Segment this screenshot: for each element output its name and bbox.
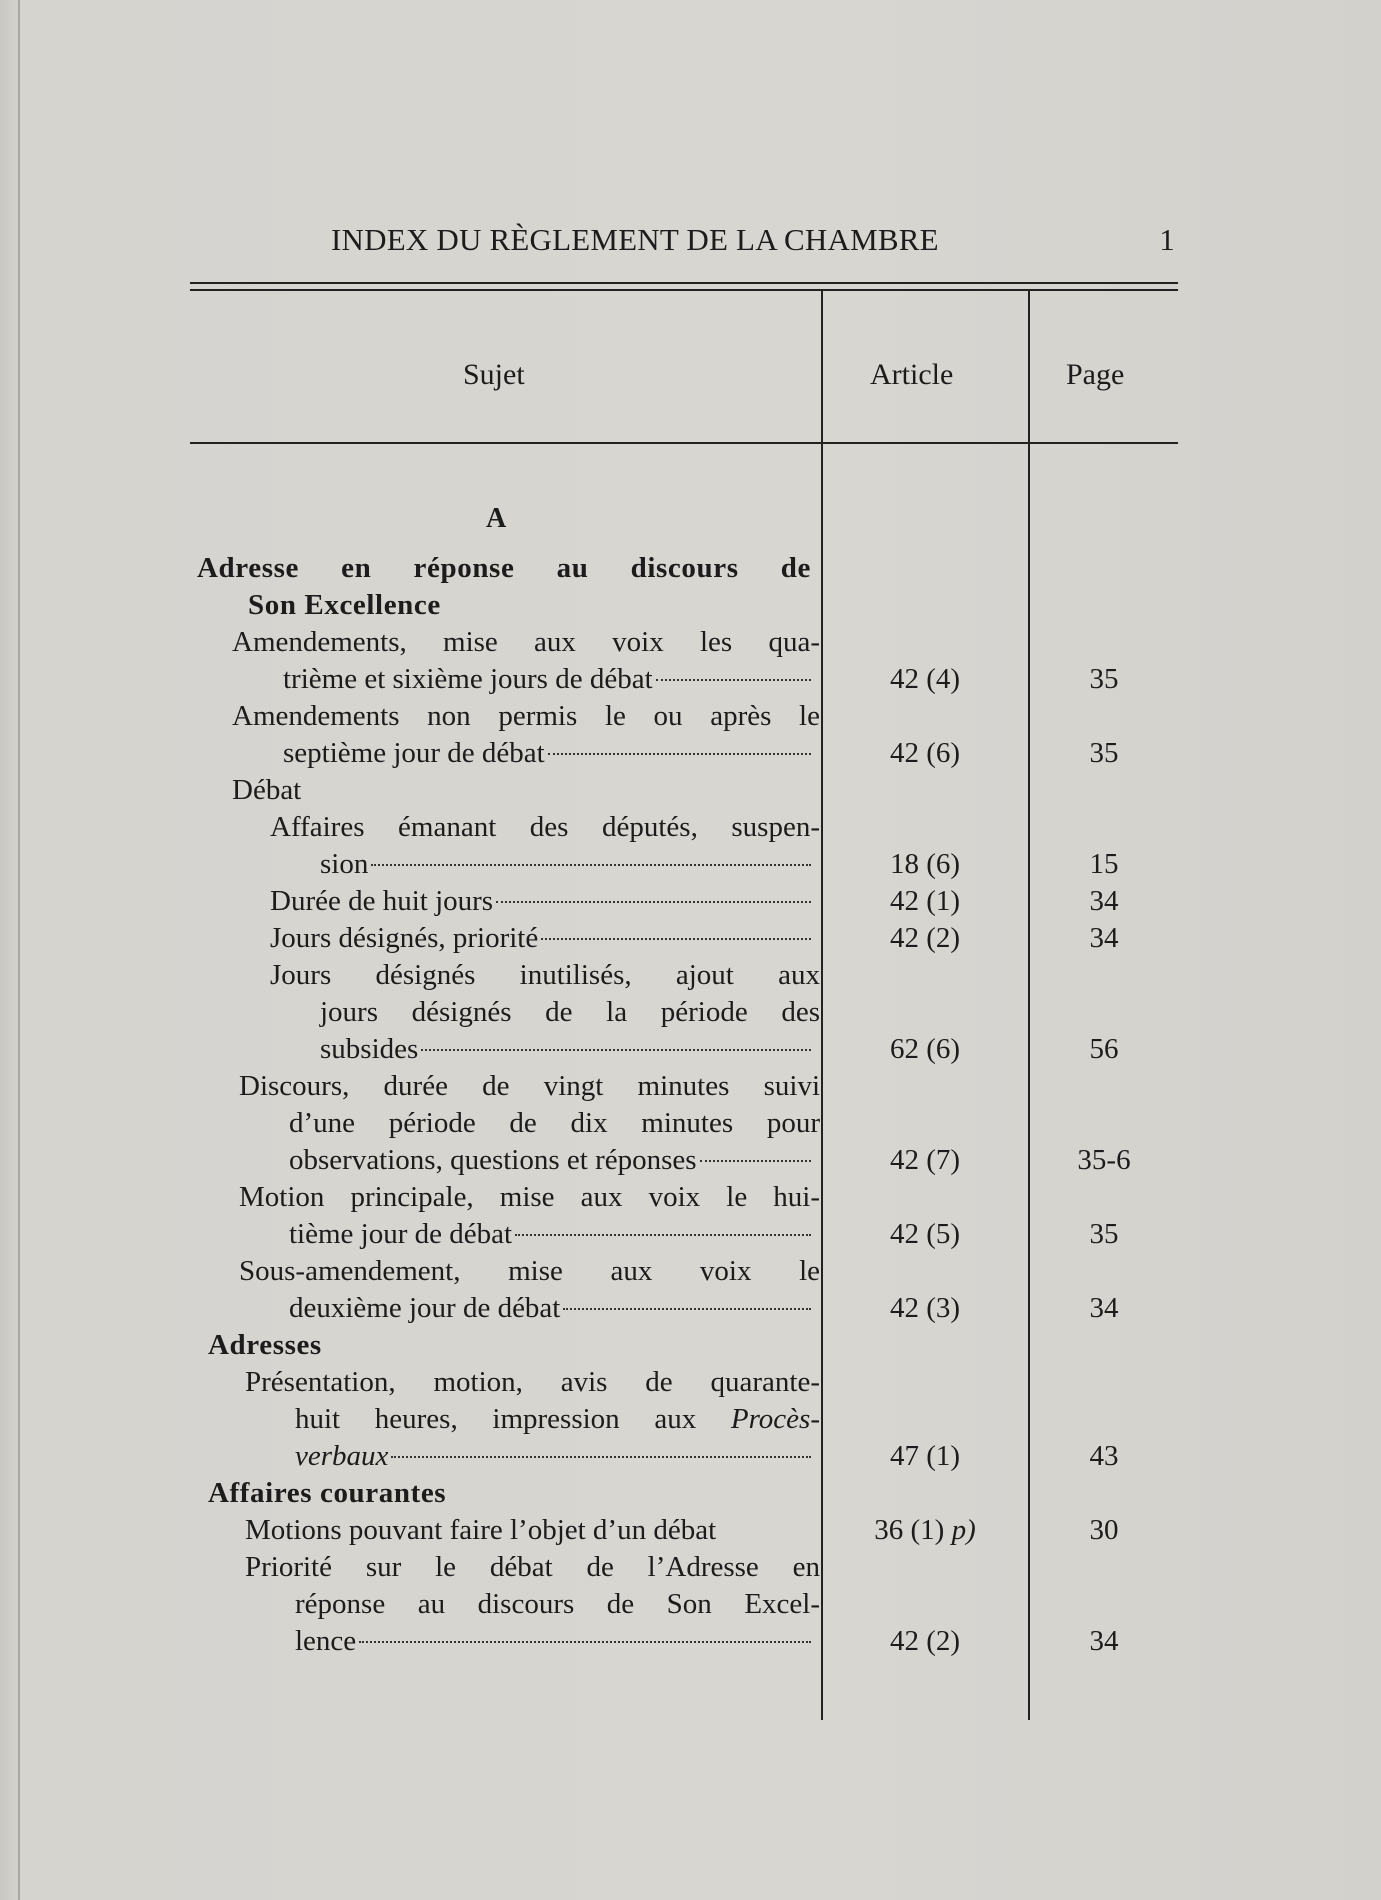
index-entry-cont: deuxième jour de débat 42 (3) 34 bbox=[0, 1290, 1381, 1327]
running-header bbox=[190, 222, 1178, 262]
index-entry-cont: septième jour de débat 42 (6) 35 bbox=[0, 735, 1381, 772]
index-entry: Priorité sur le débat de l’Adresse en bbox=[245, 1551, 820, 1583]
article-ref: 62 (6) bbox=[889, 1033, 961, 1065]
leader-dots bbox=[391, 1456, 811, 1458]
index-entry: Motion principale, mise aux voix le hui- bbox=[239, 1181, 820, 1213]
page-ref: 35-6 bbox=[1077, 1144, 1131, 1176]
page-ref: 15 bbox=[1089, 848, 1119, 880]
article-ref: 42 (7) bbox=[889, 1144, 961, 1176]
leader-dots bbox=[359, 1641, 811, 1643]
article-ref: 42 (2) bbox=[889, 1625, 961, 1657]
page-ref: 34 bbox=[1089, 1625, 1119, 1657]
index-entry-cont: jours désignés de la période des bbox=[320, 996, 820, 1028]
header-rule-top bbox=[190, 282, 1178, 284]
column-header-page: Page bbox=[1066, 358, 1125, 391]
leader-dots bbox=[548, 753, 811, 755]
index-entry: Sous-amendement, mise aux voix le bbox=[239, 1255, 820, 1287]
article-ref: 36 (1) p) bbox=[874, 1514, 976, 1546]
page-ref: 35 bbox=[1089, 1218, 1119, 1250]
column-header-article: Article bbox=[870, 358, 954, 391]
leader-dots bbox=[496, 901, 811, 903]
article-ref: 42 (3) bbox=[889, 1292, 961, 1324]
index-entry: Débat bbox=[232, 774, 302, 806]
article-ref: 42 (4) bbox=[889, 663, 961, 695]
page-ref: 56 bbox=[1089, 1033, 1119, 1065]
index-entry-cont: verbaux 47 (1) 43 bbox=[0, 1438, 1381, 1475]
index-entry-heading: Adresse en réponse au discours de bbox=[197, 552, 811, 584]
page-ref: 30 bbox=[1089, 1514, 1119, 1546]
header-page-number: 1 bbox=[1159, 222, 1175, 257]
index-entry-cont: trième et sixième jours de débat 42 (4) 35 bbox=[0, 661, 1381, 698]
page-ref: 34 bbox=[1089, 1292, 1119, 1324]
index-entry: Discours, durée de vingt minutes suivi bbox=[239, 1070, 820, 1102]
index-entry-heading: Adresses bbox=[208, 1329, 322, 1361]
index-entry-cont: réponse au discours de Son Excel- bbox=[295, 1588, 820, 1620]
index-entry-heading-cont: Son Excellence bbox=[248, 589, 441, 621]
leader-dots bbox=[656, 679, 811, 681]
index-entry-cont: huit heures, impression aux Procès- bbox=[295, 1403, 820, 1435]
leader-dots bbox=[371, 864, 811, 866]
article-ref: 42 (2) bbox=[889, 922, 961, 954]
index-entry: Motions pouvant faire l’objet d’un débat 36 (1) p) 30 bbox=[0, 1512, 1381, 1549]
index-entry-cont: observations, questions et réponses 42 (7) 35-6 bbox=[0, 1142, 1381, 1179]
index-entry-cont: sion 18 (6) 15 bbox=[0, 846, 1381, 883]
index-entry-cont: d’une période de dix minutes pour bbox=[289, 1107, 820, 1139]
index-entry: Jours désignés, priorité 42 (2) 34 bbox=[0, 920, 1381, 957]
index-entry: Amendements, mise aux voix les qua- bbox=[232, 626, 820, 658]
column-header-subject: Sujet bbox=[463, 358, 525, 391]
article-ref: 42 (6) bbox=[889, 737, 961, 769]
header-title: INDEX DU RÈGLEMENT DE LA CHAMBRE bbox=[331, 222, 939, 257]
leader-dots bbox=[563, 1308, 811, 1310]
leader-dots bbox=[515, 1234, 811, 1236]
index-entry-cont: subsides 62 (6) 56 bbox=[0, 1031, 1381, 1068]
index-entry: Affaires émanant des députés, suspen- bbox=[270, 811, 820, 843]
index-entry: Jours désignés inutilisés, ajout aux bbox=[270, 959, 820, 991]
article-ref: 42 (5) bbox=[889, 1218, 961, 1250]
index-entry-cont: lence 42 (2) 34 bbox=[0, 1623, 1381, 1660]
page-ref: 35 bbox=[1089, 737, 1119, 769]
page-ref: 35 bbox=[1089, 663, 1119, 695]
index-entry-heading: Affaires courantes bbox=[208, 1477, 447, 1509]
article-ref: 18 (6) bbox=[889, 848, 961, 880]
index-entry-cont: tième jour de débat 42 (5) 35 bbox=[0, 1216, 1381, 1253]
leader-dots bbox=[700, 1160, 811, 1162]
article-ref: 42 (1) bbox=[889, 885, 961, 917]
index-entry: Présentation, motion, avis de quarante- bbox=[245, 1366, 820, 1398]
page-ref: 34 bbox=[1089, 885, 1119, 917]
leader-dots bbox=[541, 938, 811, 940]
article-ref: 47 (1) bbox=[889, 1440, 961, 1472]
section-letter: A bbox=[486, 503, 507, 534]
index-entries bbox=[0, 550, 1381, 1660]
page-ref: 43 bbox=[1089, 1440, 1119, 1472]
index-entry: Durée de huit jours 42 (1) 34 bbox=[0, 883, 1381, 920]
leader-dots bbox=[421, 1049, 811, 1051]
index-entry: Amendements non permis le ou après le bbox=[232, 700, 820, 732]
page-ref: 34 bbox=[1089, 922, 1119, 954]
